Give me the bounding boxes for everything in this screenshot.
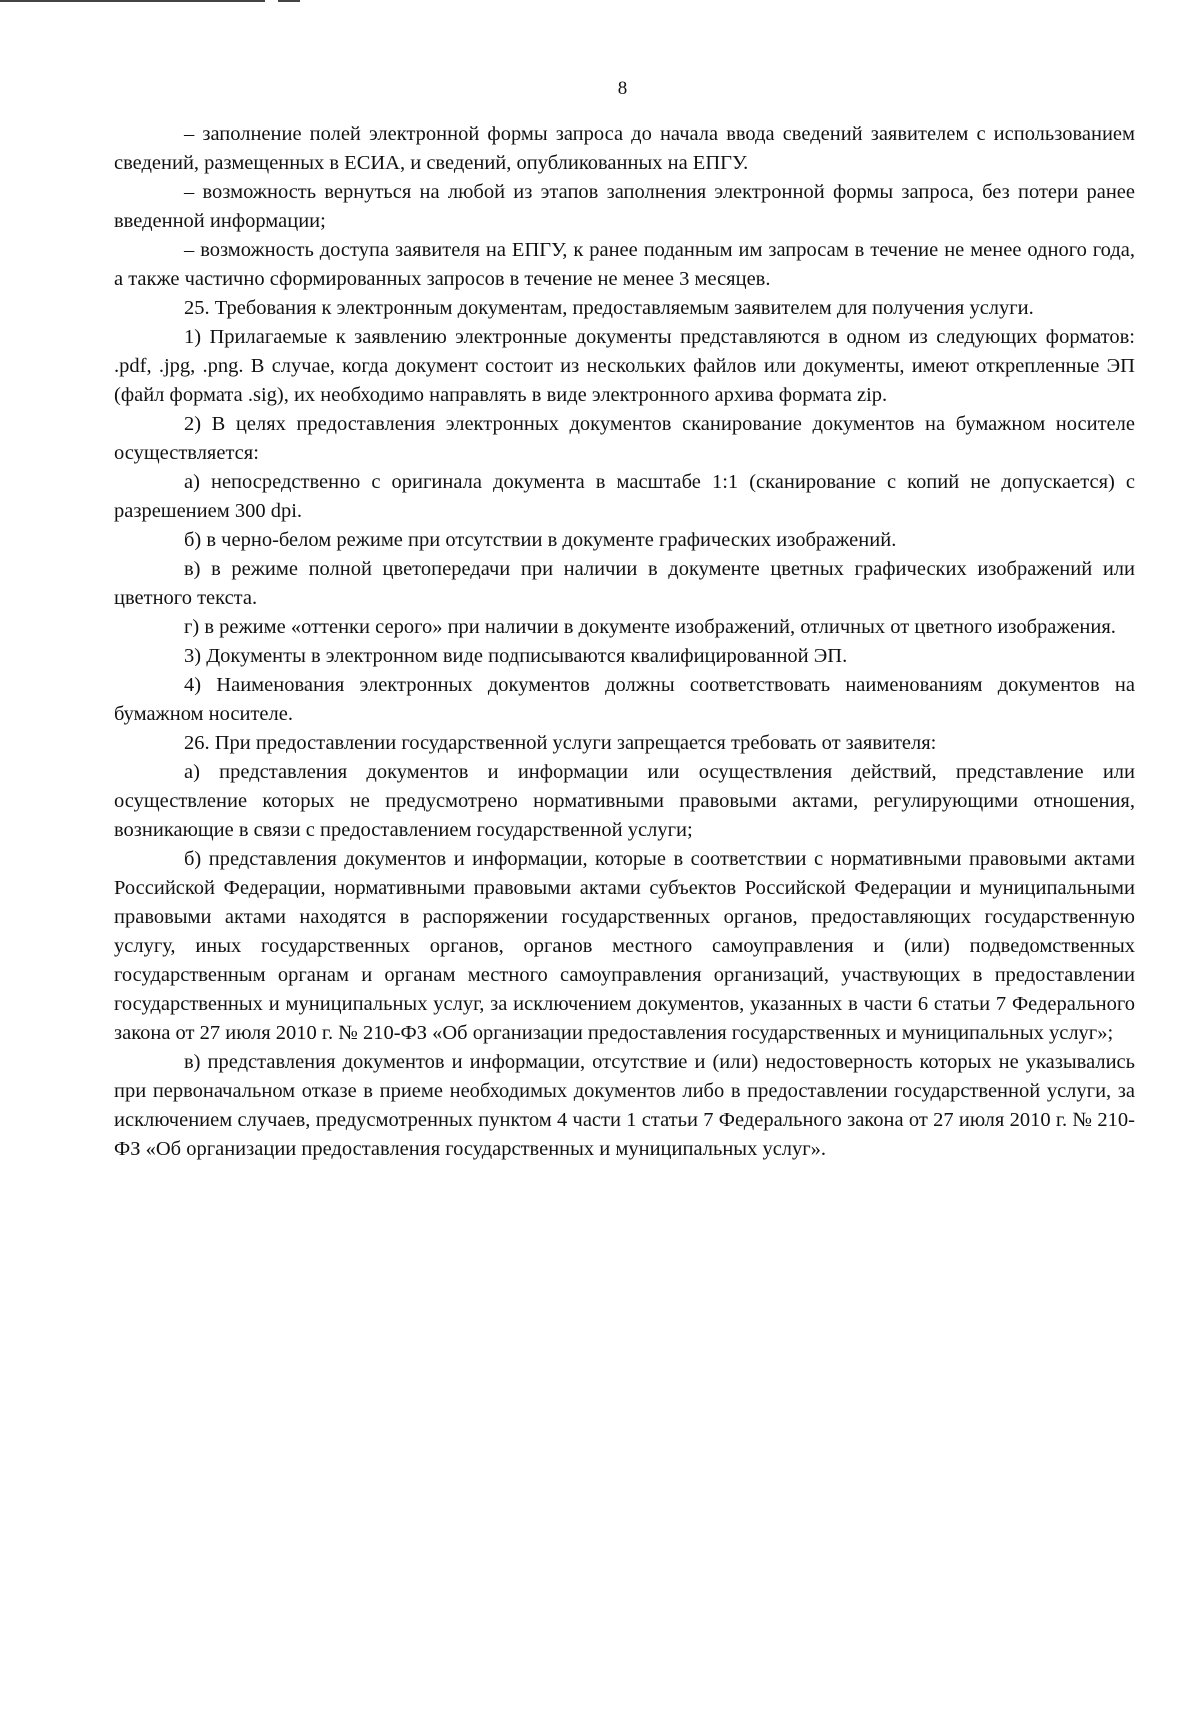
scan-edge-line	[0, 0, 265, 2]
paragraph: б) в черно-белом режиме при отсутствии в документе графических изображений.	[184, 529, 897, 551]
paragraph: 26. При предоставлении государственной услуги запрещается требовать от заявителя:	[184, 732, 937, 754]
paragraph: а) представления документов и информации или осуществления действий, представление или осуществление которых не предусмотрено нормативными правовыми актами, регулирующими отношения, возникающие в связи с предоставлением государственной услуги;	[114, 761, 1135, 841]
page-number: 8	[617, 78, 628, 99]
paragraph: 1) Прилагаемые к заявлению электронные документы представляются в одном из следующих форматов: .pdf, .jpg, .png. В случае, когда документ состоит из нескольких файлов или документы, имеют открепленные ЭП (файл формата .sig), их необходимо направлять в виде электронного архива формата zip.	[114, 326, 1135, 406]
paragraph: в) представления документов и информации, отсутствие и (или) недостоверность которых не указывались при первоначальном отказе в приеме необходимых документов либо в предоставлении государственной услуги, за исключением случаев, предусмотренных пунктом 4 части 1 статьи 7 Федерального закона от 27 июля 2010 г. № 210-ФЗ «Об организации предоставления государственных и муниципальных услуг».	[114, 1051, 1135, 1160]
paragraph: б) представления документов и информации, которые в соответствии с нормативными правовыми актами Российской Федерации, нормативными правовыми актами субъектов Российской Федерации и муниципальными правовыми актами находятся в распоряжении государственных органов, предоставляющих государственную услугу, иных государственных органов, органов местного самоуправления и (или) подведомственных государственным органам и органам местного самоуправления организаций, участвующих в предоставлении государственных и муниципальных услуг, за исключением документов, указанных в части 6 статьи 7 Федерального закона от 27 июля 2010 г. № 210-ФЗ «Об организации предоставления государственных и муниципальных услуг»;	[114, 848, 1135, 1044]
paragraph: – возможность вернуться на любой из этапов заполнения электронной формы запроса, без потери ранее введенной информации;	[114, 181, 1135, 232]
paragraph: в) в режиме полной цветопередачи при наличии в документе цветных графических изображений или цветного текста.	[114, 558, 1135, 609]
paragraph: – возможность доступа заявителя на ЕПГУ, к ранее поданным им запросам в течение не менее одного года, а также частично сформированных запросов в течение не менее 3 месяцев.	[114, 239, 1135, 290]
paragraph: 25. Требования к электронным документам, предоставляемым заявителем для получения услуги.	[184, 297, 1034, 319]
scan-edge-line	[278, 0, 300, 2]
paragraph: 4) Наименования электронных документов должны соответствовать наименованиям документов на бумажном носителе.	[114, 674, 1135, 725]
document-body	[114, 120, 1135, 1164]
paragraph: г) в режиме «оттенки серого» при наличии в документе изображений, отличных от цветного изображения.	[184, 616, 1116, 638]
paragraph: 2) В целях предоставления электронных документов сканирование документов на бумажном носителе осуществляется:	[114, 413, 1135, 464]
paragraph: – заполнение полей электронной формы запроса до начала ввода сведений заявителем с использованием сведений, размещенных в ЕСИА, и сведений, опубликованных на ЕПГУ.	[114, 123, 1135, 174]
paragraph: а) непосредственно с оригинала документа в масштабе 1:1 (сканирование с копий не допускается) с разрешением 300 dpi.	[114, 471, 1135, 522]
paragraph: 3) Документы в электронном виде подписываются квалифицированной ЭП.	[184, 645, 848, 667]
